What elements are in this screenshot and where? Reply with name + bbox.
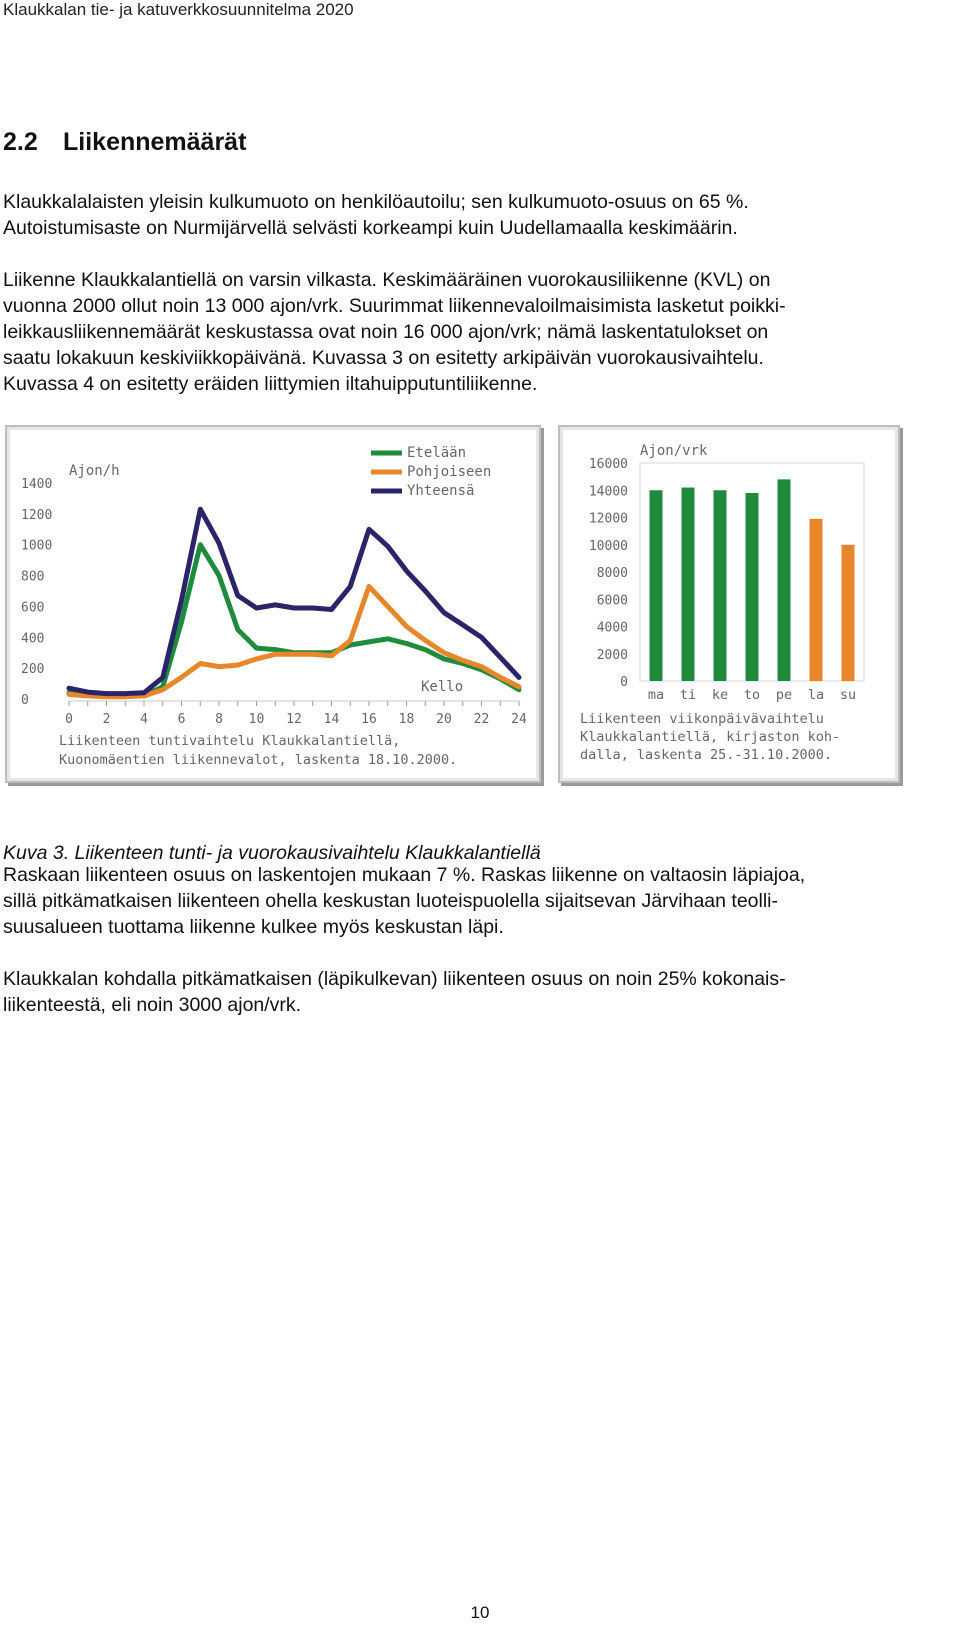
x-tick-label: 6 <box>177 712 186 727</box>
y-tick-label: 1200 <box>21 507 53 523</box>
section-title: Liikennemäärät <box>63 128 247 156</box>
paragraph-line: saatu lokakuun keskiviikkopäivänä. Kuvassa 3 on esitetty arkipäivän vuorokausivaihtelu. <box>3 347 764 369</box>
paragraph-3 <box>3 862 953 940</box>
bar-ke <box>714 490 727 681</box>
paragraph-line: leikkausliikennemäärät keskustassa ovat noin 16 000 ajon/vrk; nämä laskentatulokset on <box>3 321 769 343</box>
paragraph-line: liikenteestä, eli noin 3000 ajon/vrk. <box>3 994 302 1016</box>
chart-caption-line: Liikenteen viikonpäivävaihtelu <box>580 711 824 727</box>
bar-su <box>842 545 855 681</box>
paragraph-line: suusalueen tuottama liikenne kulkee myös keskustan läpi. <box>3 916 504 938</box>
y-axis-label: Ajon/h <box>69 463 120 479</box>
legend-label: Pohjoiseen <box>407 464 492 480</box>
y-tick-label: 0 <box>620 675 628 690</box>
x-tick-label: su <box>839 687 857 703</box>
y-tick-label: 2000 <box>596 647 628 663</box>
section-heading <box>3 128 246 157</box>
x-tick-label: 0 <box>65 712 73 727</box>
paragraph-4 <box>3 966 953 1018</box>
y-tick-label: 8000 <box>596 566 628 581</box>
chart-caption-line: dalla, laskenta 25.-31.10.2000. <box>580 747 832 763</box>
x-tick-label: ma <box>647 687 665 703</box>
x-tick-label: 10 <box>248 712 265 727</box>
x-tick-label: ke <box>711 687 729 703</box>
figure-caption: Kuva 3. Liikenteen tunti- ja vuorokausivaihtelu Klaukkalantiellä <box>3 842 541 864</box>
y-tick-label: 600 <box>21 600 45 616</box>
section-number: 2.2 <box>3 128 38 156</box>
y-tick-label: 800 <box>21 569 45 585</box>
chart-caption-line: Klaukkalantiellä, kirjaston koh- <box>580 729 841 745</box>
y-tick-label: 400 <box>21 631 45 647</box>
paragraph-2 <box>3 267 953 397</box>
paragraph-line: sillä pitkämatkaisen liikenteen ohella keskustan luoteispuolella sijaitsevan Järvihaan teolli- <box>3 890 779 912</box>
chart-caption-line: Liikenteen tuntivaihtelu Klaukkalantiellä, <box>59 733 401 749</box>
x-tick-label: to <box>743 687 761 703</box>
x-tick-label: 12 <box>286 712 302 727</box>
y-axis-label: Ajon/vrk <box>640 443 708 459</box>
running-header: Klaukkalan tie- ja katuverkkosuunnitelma 2020 <box>3 0 354 19</box>
paragraph-line: Raskaan liikenteen osuus on laskentojen mukaan 7 %. Raskas liikenne on valtaosin läpiajoa, <box>3 864 806 886</box>
y-tick-label: 1400 <box>21 477 53 492</box>
x-tick-label: 8 <box>215 712 223 727</box>
x-tick-label: 22 <box>473 712 490 727</box>
y-tick-label: 200 <box>21 662 45 678</box>
x-tick-label: 18 <box>398 712 415 727</box>
legend-label: Yhteensä <box>407 483 475 499</box>
y-tick-label: 4000 <box>596 620 628 636</box>
x-tick-label: 14 <box>323 712 340 727</box>
hourly-traffic-chart <box>7 427 539 781</box>
bar-ti <box>682 488 695 681</box>
y-tick-label: 1000 <box>21 538 53 554</box>
x-axis-label: Kello <box>421 679 464 695</box>
weekday-chart-frame <box>558 425 900 783</box>
y-tick-label: 12000 <box>588 511 628 527</box>
y-tick-label: 16000 <box>588 457 628 472</box>
paragraph-line: Klaukkalan kohdalla pitkämatkaisen (läpikulkevan) liikenteen osuus on noin 25% kokonais- <box>3 968 786 990</box>
series-line-3 <box>69 509 519 693</box>
x-tick-label: 4 <box>140 712 148 727</box>
y-tick-label: 10000 <box>588 538 628 554</box>
y-tick-label: 0 <box>21 693 29 708</box>
paragraph-line: Klaukkalalaisten yleisin kulkumuoto on henkilöautoilu; sen kulkumuoto-osuus on 65 %. <box>3 191 749 213</box>
bar-la <box>810 519 823 681</box>
y-tick-label: 6000 <box>596 593 628 609</box>
x-tick-label: pe <box>775 687 793 703</box>
hourly-chart-frame <box>5 425 541 783</box>
paragraph-1 <box>3 189 953 241</box>
bar-pe <box>778 479 791 681</box>
weekday-traffic-chart <box>560 427 898 781</box>
legend-label: Etelään <box>407 445 467 461</box>
bar-to <box>746 493 759 681</box>
x-tick-label: la <box>807 687 825 703</box>
paragraph-line: Liikenne Klaukkalantiellä on varsin vilkasta. Keskimääräinen vuorokausiliikenne (KVL) on <box>3 269 771 291</box>
x-tick-label: 24 <box>511 712 527 727</box>
y-tick-label: 14000 <box>588 484 628 500</box>
bar-ma <box>650 490 663 681</box>
x-tick-label: 16 <box>361 712 377 727</box>
chart-caption-line: Kuonomäentien liikennevalot, laskenta 18.10.2000. <box>59 752 458 768</box>
paragraph-line: vuonna 2000 ollut noin 13 000 ajon/vrk. Suurimmat liikennevaloilmaisimista lasketut poikki- <box>3 295 786 317</box>
paragraph-line: Autoistumisaste on Nurmijärvellä selvästi korkeampi kuin Uudellamaalla keskimäärin. <box>3 217 738 239</box>
x-tick-label: 20 <box>436 712 452 727</box>
x-tick-label: 2 <box>102 712 111 727</box>
paragraph-line: Kuvassa 4 on esitetty eräiden liittymien iltahuipputuntiliikenne. <box>3 373 538 395</box>
x-tick-label: ti <box>679 687 697 703</box>
page-number: 10 <box>470 1603 490 1622</box>
